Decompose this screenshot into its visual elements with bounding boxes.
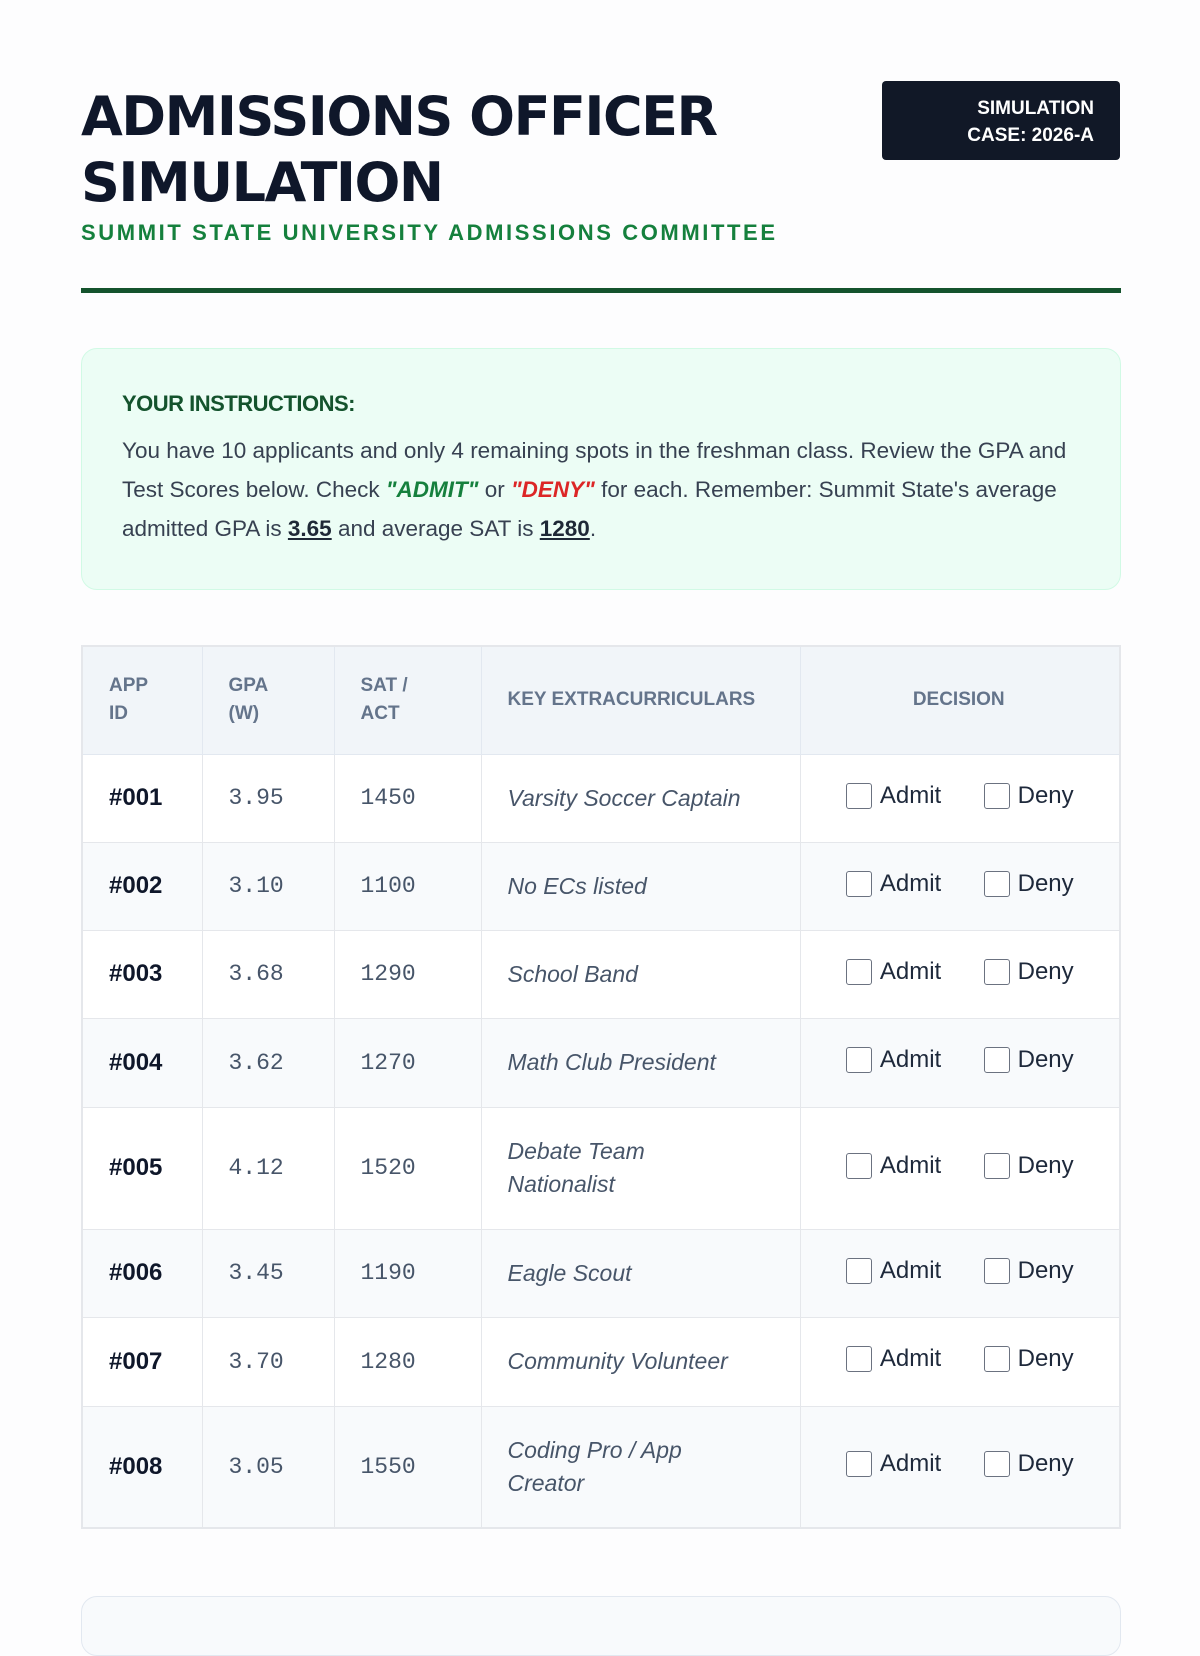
- admit-option[interactable]: [846, 1257, 941, 1285]
- table-row: [82, 1229, 1120, 1317]
- decision-cell: [800, 1229, 1120, 1317]
- admit-label: Admit: [879, 1046, 942, 1073]
- sat-value: 1550: [334, 1406, 481, 1528]
- app-id: #001: [82, 754, 202, 842]
- sat-value: 1450: [334, 754, 481, 842]
- deny-checkbox[interactable]: [984, 1346, 1010, 1372]
- gpa-value: 3.05: [202, 1406, 334, 1528]
- app-id: #006: [82, 1229, 202, 1317]
- deny-label: Deny: [1017, 869, 1074, 897]
- deny-option[interactable]: [984, 1152, 1074, 1180]
- sat-value: 1270: [334, 1018, 481, 1107]
- admit-checkbox[interactable]: [846, 783, 872, 809]
- avg-gpa: 3.65: [287, 516, 332, 541]
- deny-label: Deny: [1017, 1450, 1074, 1478]
- table-row: [82, 1107, 1120, 1229]
- deny-checkbox[interactable]: [984, 783, 1010, 809]
- decision-cell: [800, 842, 1120, 930]
- col-extracurriculars: KEY EXTRACURRICULARS: [481, 646, 800, 754]
- deny-label: Deny: [1017, 1256, 1074, 1284]
- col-sat: SAT / ACT: [334, 646, 481, 754]
- text: for each. Remember: Summit State's average admitted GPA is: [122, 477, 1057, 541]
- deny-checkbox[interactable]: [984, 959, 1010, 985]
- app-id: #002: [82, 842, 202, 930]
- instructions-box: [81, 348, 1121, 590]
- deny-checkbox[interactable]: [984, 1047, 1010, 1073]
- avg-sat: 1280: [539, 516, 590, 541]
- admit-label: Admit: [879, 957, 942, 985]
- instructions-text: [122, 431, 1080, 548]
- table-row: [82, 1317, 1120, 1406]
- extracurriculars: Eagle Scout: [481, 1229, 800, 1317]
- admit-label: Admit: [879, 1256, 942, 1284]
- extracurriculars: Debate Team Nationalist: [481, 1107, 800, 1229]
- col-app-id: APP ID: [82, 646, 202, 754]
- admit-checkbox[interactable]: [846, 1258, 872, 1284]
- gpa-value: 3.68: [202, 930, 334, 1018]
- badge-line-1: SIMULATION: [977, 98, 1094, 119]
- case-badge: [882, 81, 1120, 160]
- extracurriculars: Community Volunteer: [481, 1317, 800, 1406]
- deny-option[interactable]: [984, 870, 1074, 898]
- gpa-value: 3.62: [202, 1018, 334, 1107]
- decision-cell: [800, 1406, 1120, 1528]
- applicants-table: [81, 645, 1121, 1529]
- text: or: [478, 477, 511, 502]
- admit-option[interactable]: [846, 958, 941, 986]
- gpa-value: 3.70: [202, 1317, 334, 1406]
- table-row: [82, 930, 1120, 1018]
- admit-option[interactable]: [846, 1345, 941, 1373]
- admit-checkbox[interactable]: [846, 959, 872, 985]
- admit-checkbox[interactable]: [846, 1047, 872, 1073]
- decision-cell: [800, 754, 1120, 842]
- text: and average SAT is: [331, 516, 540, 541]
- deny-option[interactable]: [984, 1257, 1074, 1285]
- admit-option[interactable]: [846, 1046, 941, 1074]
- deny-checkbox[interactable]: [984, 871, 1010, 897]
- deny-checkbox[interactable]: [984, 1258, 1010, 1284]
- text: You have 10 applicants and only 4 remaining spots in the freshman class. Review the GPA and Test Scores below. Check: [122, 438, 1067, 502]
- admit-keyword: "ADMIT": [385, 477, 479, 502]
- admit-checkbox[interactable]: [846, 871, 872, 897]
- badge-line-2: CASE: 2026-A: [967, 125, 1094, 146]
- table-row: [82, 754, 1120, 842]
- deny-keyword: "DENY": [510, 477, 595, 502]
- decision-cell: [800, 1317, 1120, 1406]
- deny-option[interactable]: [984, 1046, 1074, 1074]
- text: .: [589, 516, 597, 541]
- deny-option[interactable]: [984, 1450, 1074, 1478]
- table-row: [82, 1406, 1120, 1528]
- admit-option[interactable]: [846, 1450, 941, 1478]
- deny-label: Deny: [1017, 1151, 1074, 1179]
- table-row: [82, 842, 1120, 930]
- extracurriculars: Varsity Soccer Captain: [481, 754, 800, 842]
- col-gpa: GPA (W): [202, 646, 334, 754]
- deny-label: Deny: [1017, 957, 1074, 985]
- extracurriculars: Coding Pro / App Creator: [481, 1406, 800, 1528]
- deny-label: Deny: [1017, 1345, 1074, 1372]
- sat-value: 1280: [334, 1317, 481, 1406]
- admit-checkbox[interactable]: [846, 1451, 872, 1477]
- app-id: #007: [82, 1317, 202, 1406]
- decision-cell: [800, 1018, 1120, 1107]
- admit-label: Admit: [879, 1151, 942, 1179]
- admit-label: Admit: [879, 1345, 942, 1372]
- decision-cell: [800, 1107, 1120, 1229]
- table-row: [82, 1018, 1120, 1107]
- gpa-value: 3.45: [202, 1229, 334, 1317]
- admit-checkbox[interactable]: [846, 1153, 872, 1179]
- gpa-value: 4.12: [202, 1107, 334, 1229]
- col-decision: DECISION: [800, 646, 1120, 754]
- extracurriculars: School Band: [481, 930, 800, 1018]
- sat-value: 1190: [334, 1229, 481, 1317]
- app-id: #008: [82, 1406, 202, 1528]
- deny-option[interactable]: [984, 958, 1074, 986]
- deny-checkbox[interactable]: [984, 1451, 1010, 1477]
- app-id: #005: [82, 1107, 202, 1229]
- decision-cell: [800, 930, 1120, 1018]
- extracurriculars: No ECs listed: [481, 842, 800, 930]
- instructions-heading: YOUR INSTRUCTIONS:: [122, 391, 355, 416]
- header-divider: [81, 288, 1121, 293]
- deny-label: Deny: [1017, 781, 1074, 809]
- extracurriculars: Math Club President: [481, 1018, 800, 1107]
- admit-label: Admit: [879, 1450, 942, 1478]
- admit-checkbox[interactable]: [846, 1346, 872, 1372]
- sat-value: 1100: [334, 842, 481, 930]
- table-header-row: [82, 646, 1120, 754]
- admit-option[interactable]: [846, 782, 941, 810]
- admit-option[interactable]: [846, 870, 941, 898]
- app-id: #004: [82, 1018, 202, 1107]
- page-subtitle: SUMMIT STATE UNIVERSITY ADMISSIONS COMMITTEE: [81, 220, 778, 245]
- gpa-value: 3.95: [202, 754, 334, 842]
- app-id: #003: [82, 930, 202, 1018]
- deny-label: Deny: [1017, 1046, 1074, 1073]
- sat-value: 1290: [334, 930, 481, 1018]
- deny-checkbox[interactable]: [984, 1153, 1010, 1179]
- admit-option[interactable]: [846, 1152, 941, 1180]
- deny-option[interactable]: [984, 782, 1074, 810]
- page-title: ADMISSIONS OFFICER SIMULATION: [81, 85, 717, 214]
- gpa-value: 3.10: [202, 842, 334, 930]
- admit-label: Admit: [879, 781, 942, 809]
- sat-value: 1520: [334, 1107, 481, 1229]
- deny-option[interactable]: [984, 1345, 1074, 1373]
- next-section-card: [81, 1596, 1121, 1656]
- admit-label: Admit: [879, 869, 942, 897]
